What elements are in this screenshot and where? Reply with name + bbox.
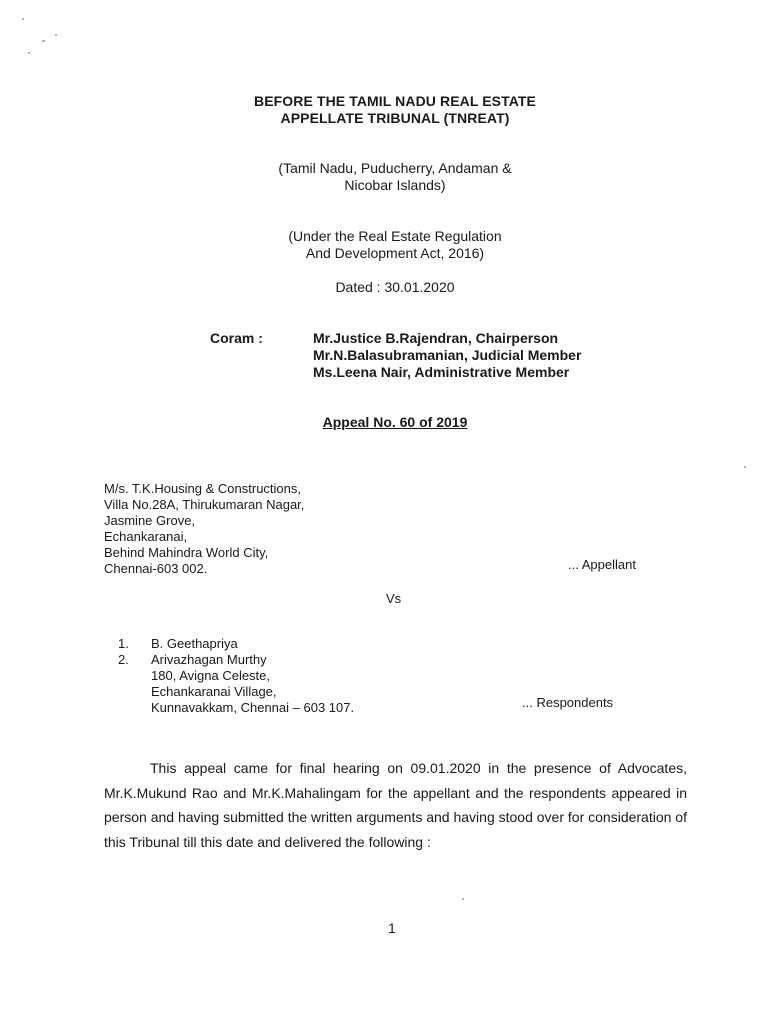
address-line: Echankaranai, xyxy=(104,529,188,544)
jurisdiction xyxy=(0,160,768,194)
address-line: Echankaranai Village, xyxy=(151,684,277,699)
coram-member-chairperson: Mr.Justice B.Rajendran, Chairperson xyxy=(313,330,559,346)
address-line: Kunnavakkam, Chennai – 603 107. xyxy=(151,700,355,715)
respondent-name: B. Geethapriya xyxy=(151,636,238,651)
coram-members xyxy=(313,330,581,381)
scan-speck xyxy=(42,40,45,42)
tribunal-title-line1: BEFORE THE TAMIL NADU REAL ESTATE xyxy=(253,93,536,109)
tribunal-title xyxy=(0,93,768,127)
address-line: Villa No.28A, Thirukumaran Nagar, xyxy=(104,497,305,512)
address-line: Chennai-603 002. xyxy=(104,561,208,576)
list-item xyxy=(104,636,354,652)
governing-act xyxy=(0,228,768,262)
tribunal-title-line2: APPELLATE TRIBUNAL (TNREAT) xyxy=(280,110,510,126)
list-number: 1. xyxy=(118,636,129,651)
jurisdiction-line2: Nicobar Islands) xyxy=(344,177,446,193)
scan-speck xyxy=(462,898,464,900)
versus: Vs xyxy=(386,591,402,606)
address-line: 180, Avigna Celeste, xyxy=(151,668,271,683)
list-number: 2. xyxy=(118,652,129,667)
appellant-address xyxy=(104,481,304,577)
scan-speck xyxy=(55,34,57,36)
appeal-number: Appeal No. 60 of 2019 xyxy=(322,414,468,430)
act-line2: And Development Act, 2016) xyxy=(305,245,485,261)
jurisdiction-line1: (Tamil Nadu, Puducherry, Andaman & xyxy=(278,160,512,176)
respondent-name: Arivazhagan Murthy xyxy=(151,652,267,667)
scan-speck xyxy=(22,18,24,20)
scan-speck xyxy=(28,52,30,54)
page-number: 1 xyxy=(388,920,396,936)
list-item xyxy=(104,652,354,668)
coram-member-administrative: Ms.Leena Nair, Administrative Member xyxy=(313,364,570,380)
address-line: M/s. T.K.Housing & Constructions, xyxy=(104,481,302,496)
scan-speck xyxy=(744,466,746,468)
body-paragraph: This appeal came for final hearing on 09.01.2020 in the presence of Advocates, Mr.K.Mukund Rao and Mr.K.Mahalingam for the appellant and the respondents appeared in person and having submitted the written arguments and having stood over for consideration of this Tribunal till this date and delivered the following : xyxy=(104,760,687,850)
address-line: Behind Mahindra World City, xyxy=(104,545,269,560)
respondents-list xyxy=(104,636,354,716)
coram-member-judicial: Mr.N.Balasubramanian, Judicial Member xyxy=(313,347,582,363)
date-line: Dated : 30.01.2020 xyxy=(335,279,455,295)
appellant-role: ... Appellant xyxy=(568,557,636,572)
coram-label: Coram : xyxy=(210,330,263,346)
respondents-role: ... Respondents xyxy=(522,695,614,710)
act-line1: (Under the Real Estate Regulation xyxy=(288,228,502,244)
address-line: Jasmine Grove, xyxy=(104,513,196,528)
